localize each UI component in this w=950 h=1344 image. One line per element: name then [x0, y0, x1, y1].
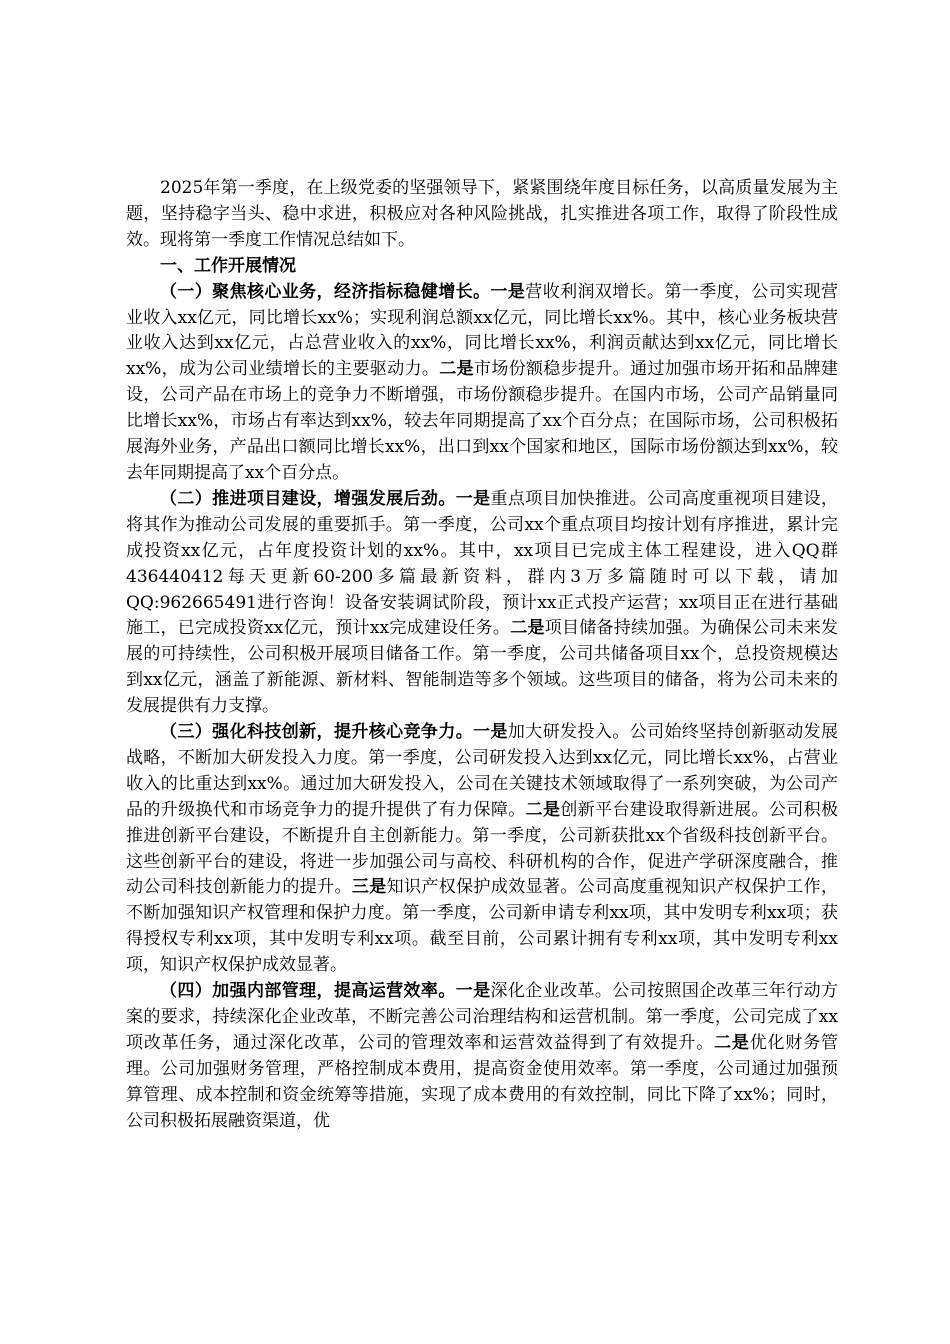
point-text: 营收利润双增长。第一季度，公司实现营业收入xx亿元，同比增长xx%；实现利润总额xx亿元，同比增长xx%。其中，核心业务板块营业收入达到xx亿元，占总营业收入的xx%，同比增长xx%，利润贡献达到xx亿元，同比增长xx%，成为公司业绩增长的主要驱动力。: [126, 281, 839, 380]
point-label: 一是: [455, 981, 491, 1002]
point-label: 二是: [439, 359, 474, 380]
point-text: 优化财务管理。公司加强财务管理，严格控制成本费用，提高资金使用效率。第一季度，公司通过加强预算管理、成本控制和资金统筹等措施，实现了成本费用的有效控制，同比下降了xx%；同时，公司积极拓展融资渠道，优: [126, 1032, 839, 1131]
point-text: 加大研发投入。公司始终坚持创新驱动发展战略，不断加大研发投入力度。第一季度，公司研发投入达到xx亿元，同比增长xx%，占营业收入的比重达到xx%。通过加大研发投入，公司在关键技术领域取得了一系列突破，为公司产品的升级换代和市场竞争力的提升提供了有力保障。: [126, 722, 839, 820]
point-label: 二是: [714, 1032, 750, 1053]
point-label: 一是: [473, 722, 508, 743]
paragraph-internal-management: [126, 979, 838, 1134]
point-label: 一是: [490, 281, 526, 302]
paragraph-title: （一）聚焦核心业务，经济指标稳健增长。: [160, 281, 491, 302]
point-text: 重点项目加快推进。公司高度重视项目建设，将其作为推动公司发展的重要抓手。第一季度，公司xx个重点项目均按计划有序推进，累计完成投资xx亿元，占年度投资计划的xx%。其中，xx项目已完成主体工程建设，进入QQ群436440412每天更新60-200多篇最新资料，群内3万多篇随时可以下载，请加QQ:962665491进行咨询！设备安装调试阶段，预计xx正式投产运营；xx项目正在进行基础施工，已完成投资xx亿元，预计xx完成建设任务。: [126, 488, 839, 639]
point-text: 深化企业改革。公司按照国企改革三年行动方案的要求，持续深化企业改革，不断完善公司治理结构和运营机制。第一季度，公司完成了xx项改革任务，通过深化改革，公司的管理效率和运营效益得到了有效提升。: [126, 981, 839, 1053]
paragraph-title: （三）强化科技创新，提升核心竞争力。: [160, 722, 474, 743]
point-text: 知识产权保护成效显著。公司高度重视知识产权保护工作，不断加强知识产权管理和保护力度。第一季度，公司新申请专利xx项，其中发明专利xx项；获得授权专利xx项，其中发明专利xx项。截至目前，公司累计拥有专利xx项，其中发明专利xx项，知识产权保护成效显著。: [126, 877, 838, 976]
paragraph-core-business: [126, 280, 838, 487]
paragraph-title: （二）推进项目建设，增强发展后劲。: [160, 488, 456, 509]
point-text: 市场份额稳步提升。通过加强市场开拓和品牌建设，公司产品在市场上的竞争力不断增强，市场份额稳步提升。在国内市场，公司产品销量同比增长xx%，市场占有率达到xx%，较去年同期提高了xx个百分点；在国际市场，公司积极拓展海外业务，产品出口额同比增长xx%，出口到xx个国家和地区，国际市场份额达到xx%，较去年同期提高了xx个百分点。: [126, 359, 839, 483]
section-heading-1: 一、工作开展情况: [160, 255, 296, 276]
point-text: 创新平台建设取得新进展。公司积极推进创新平台建设，不断提升自主创新能力。第一季度，公司新获批xx个省级科技创新平台。这些创新平台的建设，将进一步加强公司与高校、科研机构的合作，促进产学研深度融合，推动公司科技创新能力的提升。: [126, 799, 838, 898]
document-body: [126, 176, 838, 1135]
point-label: 二是: [525, 799, 561, 820]
point-text: 项目储备持续加强。为确保公司未来发展的可持续性，公司积极开展项目储备工作。第一季度，公司共储备项目xx个，总投资规模达到xx亿元，涵盖了新能源、新材料、智能制造等多个领域。这些项目的储备，将为公司未来的发展提供有力支撑。: [126, 618, 839, 717]
point-label: 一是: [455, 488, 491, 509]
intro-paragraph: 2025年第一季度，在上级党委的坚强领导下，紧紧围绕年度目标任务，以高质量发展为主题，坚持稳字当头、稳中求进，积极应对各种风险挑战，扎实推进各项工作，取得了阶段性成效。现将第一季度工作情况总结如下。: [126, 178, 838, 250]
paragraph-title: （四）加强内部管理，提高运营效率。: [160, 981, 456, 1002]
paragraph-tech-innovation: [126, 720, 838, 979]
point-label: 二是: [510, 618, 545, 639]
paragraph-project-construction: [126, 487, 838, 720]
point-label: 三是: [351, 877, 387, 898]
